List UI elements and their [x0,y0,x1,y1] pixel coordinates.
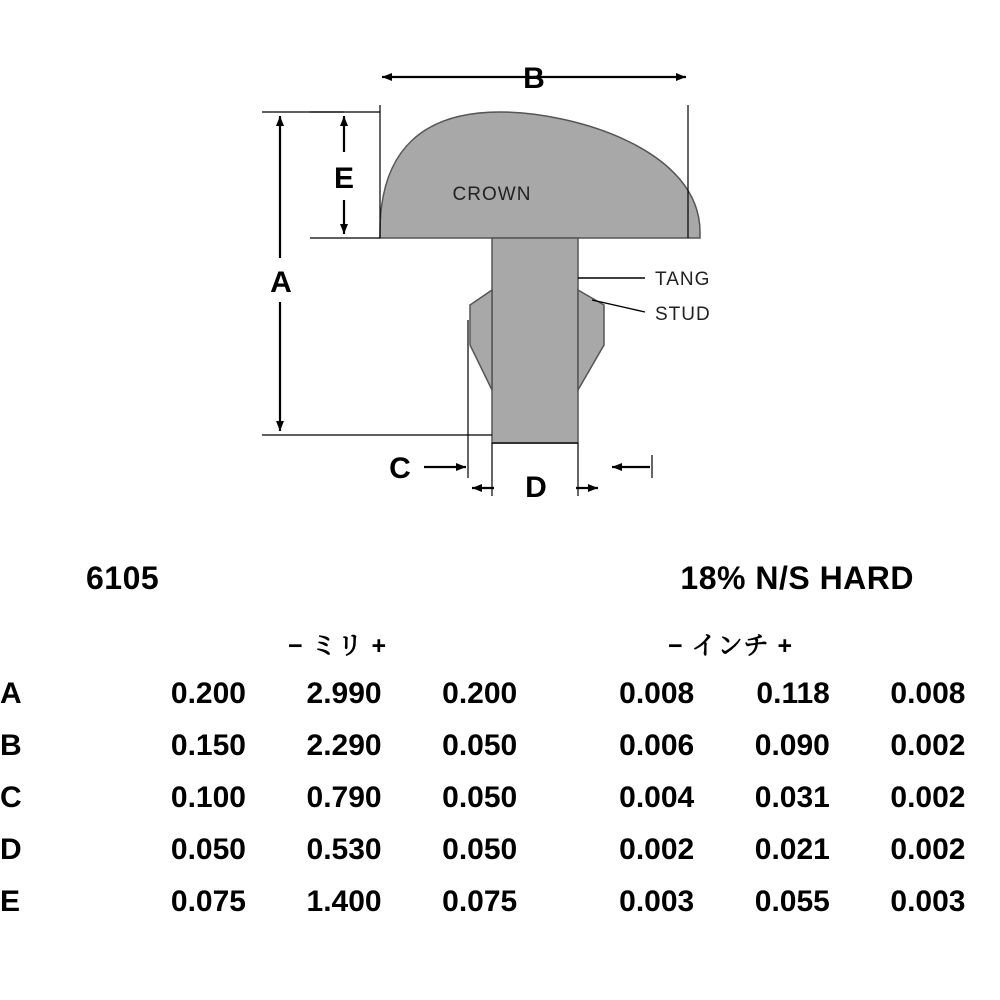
row-key: E [0,885,21,918]
row-end-spacer [965,720,1000,772]
row-key: D [0,833,22,866]
mm-minus-tolerance: 0.150 [170,729,246,762]
in-plus-tolerance: 0.003 [890,885,966,918]
column-gap [517,668,558,720]
in-minus-tolerance: 0.008 [619,677,695,710]
mm-minus-tolerance: 0.200 [170,677,246,710]
mm-plus-tolerance: 0.050 [442,781,518,814]
column-gap [517,772,558,824]
crown-label: CROWN [452,184,532,205]
alloy-type: 18% N/S HARD [680,560,914,596]
column-gap [517,876,558,928]
in-minus-tolerance: 0.003 [619,885,695,918]
in-nominal: 0.118 [756,677,830,710]
mm-nominal: 1.400 [306,885,382,918]
row-key: B [0,729,22,762]
in-plus-tolerance: 0.002 [890,781,966,814]
table-row [0,720,1000,772]
in-plus-tolerance: 0.008 [890,677,966,710]
unit-header-inches: − インチ + [668,632,794,660]
table-row [0,824,1000,876]
dimension-d [472,443,598,508]
mm-plus-tolerance: 0.075 [442,885,518,918]
in-minus-tolerance: 0.002 [619,833,695,866]
mm-minus-tolerance: 0.100 [170,781,246,814]
mm-plus-tolerance: 0.050 [442,729,518,762]
column-gap [517,720,558,772]
unit-header-row [0,612,1000,668]
row-end-spacer [965,668,1000,720]
model-number: 6105 [86,560,160,596]
row-end-spacer [965,876,1000,928]
row-key: C [0,781,22,814]
in-minus-tolerance: 0.004 [619,781,695,814]
table-row [0,876,1000,928]
row-end-spacer [965,772,1000,824]
dimension-label-d: D [525,471,547,504]
dimension-label-a: A [270,266,292,299]
in-nominal: 0.055 [754,885,830,918]
in-nominal: 0.021 [754,833,830,866]
mm-nominal: 0.790 [306,781,382,814]
stud-label: STUD [655,304,711,325]
specification-table [0,560,1000,928]
spec-header-row [0,560,1000,612]
fret-wire-shape [380,112,700,443]
in-nominal: 0.031 [754,781,830,814]
table-row [0,772,1000,824]
table-row [0,668,1000,720]
in-plus-tolerance: 0.002 [890,833,966,866]
row-end-spacer [965,824,1000,876]
dimension-label-c: C [389,452,411,485]
column-gap [517,824,558,876]
in-plus-tolerance: 0.002 [890,729,966,762]
mm-minus-tolerance: 0.050 [170,833,246,866]
mm-nominal: 0.530 [306,833,382,866]
dimension-table [0,668,1000,928]
unit-header-millimeters: − ミリ + [288,632,388,660]
mm-plus-tolerance: 0.200 [442,677,518,710]
tang-label: TANG [655,269,711,290]
row-key: A [0,677,22,710]
mm-nominal: 2.990 [306,677,382,710]
mm-minus-tolerance: 0.075 [170,885,246,918]
dimension-label-e: E [333,162,355,195]
in-minus-tolerance: 0.006 [619,729,695,762]
in-nominal: 0.090 [754,729,830,762]
mm-plus-tolerance: 0.050 [442,833,518,866]
mm-nominal: 2.290 [306,729,382,762]
dimension-e [310,112,380,238]
dimension-label-b: B [523,62,545,95]
